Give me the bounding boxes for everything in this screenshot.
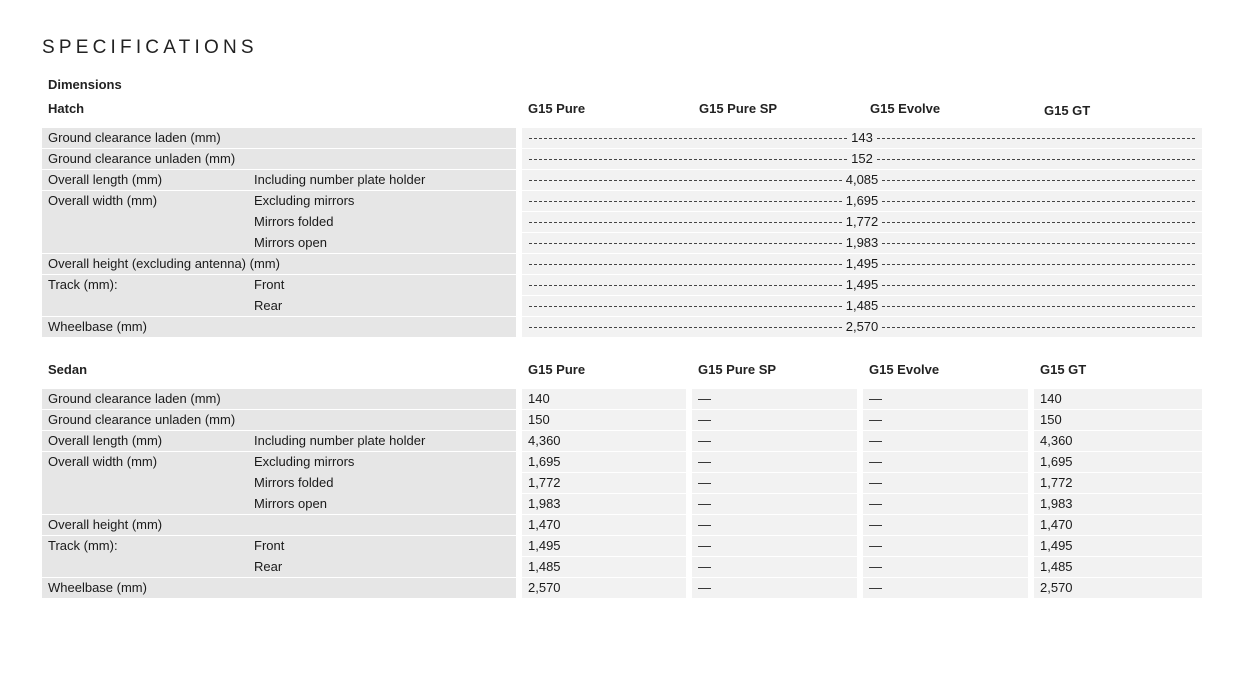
cell-g15-pure-sp: —	[692, 557, 857, 577]
row-sublabel-cell	[248, 275, 516, 295]
sedan-row	[42, 494, 1202, 514]
row-label: Overall height (mm)	[48, 517, 163, 532]
row-label: Ground clearance laden (mm)	[48, 391, 221, 406]
cell-g15-evolve: —	[863, 557, 1028, 577]
cell-g15-pure: 1,495	[522, 536, 686, 556]
row-sublabel-cell	[248, 296, 516, 316]
value-cell	[522, 317, 1202, 337]
cell-g15-pure: 1,772	[522, 473, 686, 493]
sedan-row	[42, 452, 1202, 472]
row-sublabel-cell	[248, 452, 516, 472]
hatch-row	[42, 149, 1202, 169]
cell-g15-pure: 1,470	[522, 515, 686, 535]
row-label-cell	[42, 128, 516, 148]
row-sublabel: Mirrors open	[254, 496, 327, 511]
row-label: Ground clearance laden (mm)	[48, 130, 221, 145]
hatch-row	[42, 170, 1202, 190]
value-cell	[522, 149, 1202, 169]
cell-g15-pure: 140	[522, 389, 686, 409]
sedan-heading: Sedan	[48, 362, 88, 377]
hatch-row	[42, 254, 1202, 274]
row-sublabel: Rear	[254, 559, 283, 574]
row-value: 1,695	[845, 193, 879, 208]
hatch-heading: Hatch	[48, 101, 85, 116]
row-label-cell	[42, 389, 516, 409]
row-sublabel: Rear	[254, 298, 283, 313]
row-sublabel-cell	[248, 536, 516, 556]
sedan-row	[42, 557, 1202, 577]
row-value: 4,085	[845, 172, 879, 187]
cell-g15-pure-sp: —	[692, 452, 857, 472]
sedan-row	[42, 431, 1202, 451]
row-label: Overall width (mm)	[48, 454, 158, 469]
row-sublabel-cell	[248, 191, 516, 211]
cell-g15-pure-sp: —	[692, 389, 857, 409]
row-value: 2,570	[845, 319, 879, 334]
sedan-row	[42, 578, 1202, 598]
cell-g15-gt: 1,695	[1034, 452, 1202, 472]
row-sublabel-cell	[248, 557, 516, 577]
row-sublabel-cell	[248, 431, 516, 451]
cell-g15-evolve: —	[863, 578, 1028, 598]
row-sublabel: Mirrors folded	[254, 475, 334, 490]
hatch-row	[42, 212, 1202, 232]
cell-g15-pure: 2,570	[522, 578, 686, 598]
row-sublabel-cell	[248, 233, 516, 253]
value-cell	[522, 212, 1202, 232]
cell-g15-evolve: —	[863, 431, 1028, 451]
sedan-row	[42, 473, 1202, 493]
cell-g15-evolve: —	[863, 536, 1028, 556]
cell-g15-pure-sp: —	[692, 410, 857, 430]
row-label-cell	[42, 149, 516, 169]
row-sublabel-cell	[248, 170, 516, 190]
row-value: 143	[851, 130, 873, 145]
cell-g15-gt: 140	[1034, 389, 1202, 409]
cell-g15-pure-sp: —	[692, 515, 857, 535]
hatch-row	[42, 128, 1202, 148]
row-label: Overall length (mm)	[48, 433, 163, 448]
row-label: Wheelbase (mm)	[48, 580, 147, 595]
cell-g15-pure: 1,485	[522, 557, 686, 577]
value-cell	[522, 128, 1202, 148]
cell-g15-gt: 150	[1034, 410, 1202, 430]
row-label-cell	[42, 410, 516, 430]
cell-g15-pure: 4,360	[522, 431, 686, 451]
cell-g15-gt: 1,470	[1034, 515, 1202, 535]
sedan-row	[42, 410, 1202, 430]
hatch-row	[42, 296, 1202, 316]
row-sublabel: Mirrors folded	[254, 214, 334, 229]
sedan-col-g15-evolve: G15 Evolve	[869, 362, 940, 377]
row-sublabel: Including number plate holder	[254, 433, 426, 448]
row-value: 152	[851, 151, 873, 166]
row-label: Track (mm):	[48, 538, 118, 553]
cell-g15-gt: 1,983	[1034, 494, 1202, 514]
row-sublabel: Excluding mirrors	[254, 193, 355, 208]
cell-g15-evolve: —	[863, 515, 1028, 535]
cell-g15-gt: 1,495	[1034, 536, 1202, 556]
cell-g15-evolve: —	[863, 410, 1028, 430]
row-value: 1,772	[845, 214, 879, 229]
hatch-row	[42, 317, 1202, 337]
cell-g15-gt: 2,570	[1034, 578, 1202, 598]
value-cell	[522, 233, 1202, 253]
row-sublabel: Including number plate holder	[254, 172, 426, 187]
cell-g15-gt: 1,485	[1034, 557, 1202, 577]
cell-g15-gt: 1,772	[1034, 473, 1202, 493]
row-label-cell	[42, 254, 516, 274]
row-label: Ground clearance unladen (mm)	[48, 151, 236, 166]
row-label-cell	[42, 578, 516, 598]
sedan-col-g15-pure: G15 Pure	[528, 362, 586, 377]
cell-g15-pure-sp: —	[692, 431, 857, 451]
sedan-col-g15-gt: G15 GT	[1040, 362, 1087, 377]
row-label-cell	[42, 515, 516, 535]
row-value: 1,495	[845, 256, 879, 271]
row-label: Overall length (mm)	[48, 172, 163, 187]
hatch-row	[42, 191, 1202, 211]
cell-g15-pure-sp: —	[692, 578, 857, 598]
cell-g15-evolve: —	[863, 452, 1028, 472]
cell-g15-pure: 1,695	[522, 452, 686, 472]
sedan-row	[42, 515, 1202, 535]
cell-g15-pure: 1,983	[522, 494, 686, 514]
hatch-row	[42, 233, 1202, 253]
row-sublabel: Front	[254, 277, 285, 292]
row-label: Overall height (excluding antenna) (mm)	[48, 256, 280, 271]
hatch-col-g15-gt: G15 GT	[1044, 103, 1091, 118]
row-label: Wheelbase (mm)	[48, 319, 147, 334]
sedan-row	[42, 389, 1202, 409]
cell-g15-evolve: —	[863, 473, 1028, 493]
row-label: Ground clearance unladen (mm)	[48, 412, 236, 427]
cell-g15-evolve: —	[863, 389, 1028, 409]
value-cell	[522, 191, 1202, 211]
row-sublabel: Mirrors open	[254, 235, 327, 250]
cell-g15-pure: 150	[522, 410, 686, 430]
sedan-col-g15-pure-sp: G15 Pure SP	[698, 362, 777, 377]
value-cell	[522, 296, 1202, 316]
sedan-row	[42, 536, 1202, 556]
hatch-col-g15-evolve: G15 Evolve	[870, 101, 941, 116]
value-cell	[522, 254, 1202, 274]
row-value: 1,485	[845, 298, 879, 313]
value-cell	[522, 275, 1202, 295]
row-sublabel-cell	[248, 212, 516, 232]
section-title: Dimensions	[48, 77, 122, 92]
cell-g15-pure-sp: —	[692, 473, 857, 493]
row-sublabel-cell	[248, 494, 516, 514]
row-label-cell	[42, 317, 516, 337]
row-label: Track (mm):	[48, 277, 118, 292]
cell-g15-gt: 4,360	[1034, 431, 1202, 451]
row-sublabel: Front	[254, 538, 285, 553]
hatch-col-g15-pure-sp: G15 Pure SP	[699, 101, 778, 116]
page-title: SPECIFICATIONS	[42, 37, 258, 58]
cell-g15-evolve: —	[863, 494, 1028, 514]
row-label: Overall width (mm)	[48, 193, 158, 208]
row-value: 1,495	[845, 277, 879, 292]
hatch-row	[42, 275, 1202, 295]
value-cell	[522, 170, 1202, 190]
cell-g15-pure-sp: —	[692, 536, 857, 556]
cell-g15-pure-sp: —	[692, 494, 857, 514]
row-sublabel: Excluding mirrors	[254, 454, 355, 469]
row-value: 1,983	[845, 235, 879, 250]
hatch-col-g15-pure: G15 Pure	[528, 101, 586, 116]
row-sublabel-cell	[248, 473, 516, 493]
